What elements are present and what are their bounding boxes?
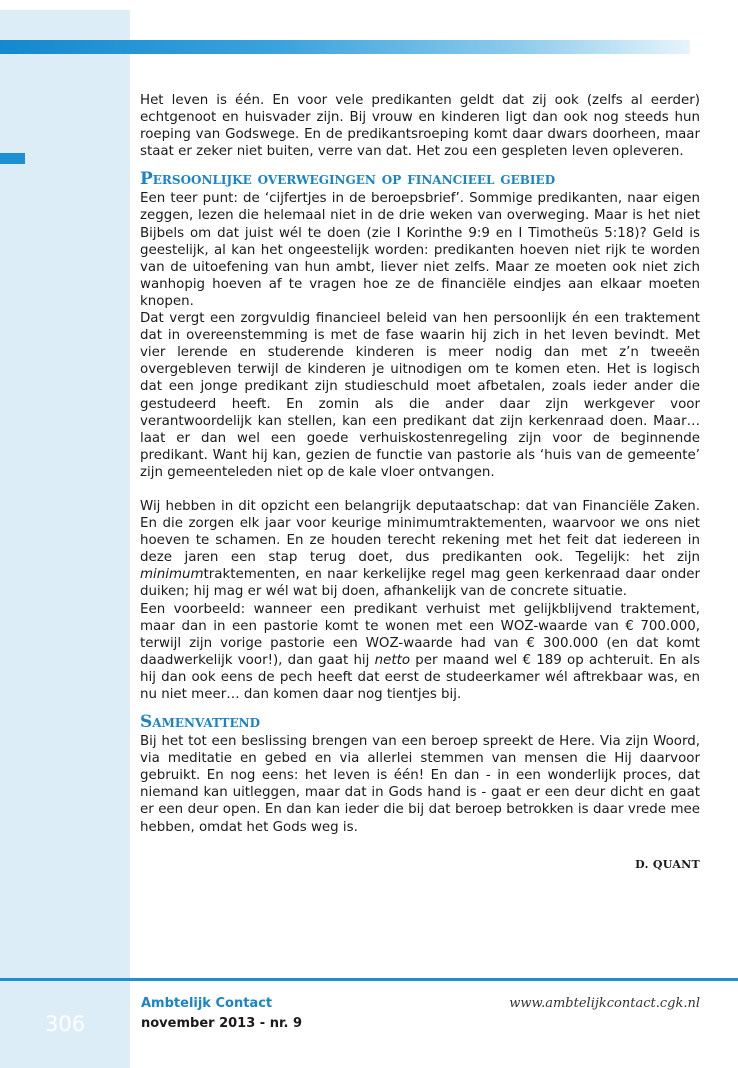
intro-paragraph: Het leven is één. En voor vele predikanten geldt dat zij ook (zelfs al eerder) echtgenoot en huisvader zijn. Bij vrouw en kinderen ligt dan ook nog steeds hun roeping van Godswege. En de predikantsroeping komt daar dwars doorheen, maar staat er zeker niet buiten, verre van dat. Het zou een gespleten leven opleveren.: [140, 93, 700, 160]
text-span: per maand wel € 189 op achteruit. En als hij dan ook eens de pech heeft dat eerst de studeerkamer wél aftrekbaar was, en nu niet meer… dan komen daar nog tientjes bij.: [140, 652, 700, 702]
emphasis: minimum: [140, 567, 204, 583]
article-body: [140, 92, 700, 873]
paragraph: Dat vergt een zorgvuldig financieel beleid van hen persoonlijk én een traktement dat in overeenstemming is met de fase waarin hij zich in het leven bevindt. Met vier lerende en studerende kinderen is meer nodig dan met z’n tweeën overgebleven terwijl de kinderen je uitnodigen om te komen eten. Het is logisch dat een jonge predikant zijn studieschuld moet afbetalen, zoals ieder ander die gestudeerd heeft. En zomin als die ander daar zijn werkgever voor verantwoordelijk kan stellen, kan een predikant dat zijn kerkenraad doen. Maar… laat er dan wel een goede verhuiskostenregeling zijn voor de beginnende predikant. Want hij kan, gezien de functie van pastorie als ‘huis van de gemeente’ zijn gemeenteleden niet op de kale vloer ontvangen.: [140, 311, 700, 480]
text-span: Een voorbeeld: wanneer een predikant verhuist met gelijkblijvend traktement, maar dan in een pastorie komt te wonen met een WOZ-waarde van € 700.000, terwijl zijn vorige pastorie een WOZ-waarde had van € 300.000 (en dat komt daadwerkelijk voor!), dan gaat hij: [140, 601, 700, 668]
magazine-title: Ambtelijk Contact: [141, 996, 273, 1011]
top-gradient-bar: [0, 40, 690, 54]
website-url: www.ambtelijkcontact.cgk.nl: [509, 996, 700, 1011]
text-span: Wij hebben in dit opzicht een belangrijk deputaatschap: dat van Financiële Zaken. En die zorgen elk jaar voor keurige minimumtraktementen, waarvoor we ons niet hoeven te schamen. En ze houden terecht rekening met het feit dat iedereen in deze jaren een stap terug doet, dus predikanten ook. Tegelijk: het zijn: [140, 498, 700, 566]
paragraph: Een teer punt: de ‘cijfertjes in de beroepsbrief’. Sommige predikanten, naar eigen zeggen, lezen die helemaal niet in de drie weken van overweging. Maar is het niet Bijbels om dat juist wél te doen (zie I Korinthe 9:9 en I Timotheüs 5:18)? Geld is geestelijk, al kan het ongeestelijk worden: predikanten hoeven niet rijk te worden van de uitoefening van hun ambt, liever niet zelfs. Maar ze moeten ook niet zich wanhopig hoeven af te vragen hoe ze de financiële eindjes aan elkaar moeten knopen.: [140, 191, 700, 309]
text-span: traktementen, en naar kerkelijke regel mag geen kerkenraad daar onder duiken; hij mag er wél wat bij doen, afhankelijk van de concrete situatie.: [140, 567, 700, 600]
footer-divider: [0, 978, 738, 981]
section-heading-summary: Samenvattend: [140, 712, 260, 733]
issue-label: november 2013 - nr. 9: [141, 1016, 303, 1031]
emphasis: netto: [374, 652, 411, 668]
side-marker: [0, 153, 25, 164]
paragraph: Bij het tot een beslissing brengen van een beroep spreekt de Here. Via zijn Woord, via meditatie en gebed en via allerlei stemmen van mensen die Hij daarvoor gebruikt. En nog eens: het leven is één! En dan - in een wonderlijk proces, dat niemand kan uitleggen, maar dat in Gods hand is - gaat er een deur dicht en gaat er een deur open. En dan kan ieder die bij dat beroep betrokken is daar vrede mee hebben, omdat het Gods weg is.: [140, 734, 700, 835]
paragraph: [140, 601, 700, 704]
section-heading-financial: Persoonlijke overwegingen op financieel gebied: [140, 169, 556, 190]
left-margin-strip: [0, 10, 130, 1068]
paragraph: [140, 498, 700, 601]
page-number: 306: [45, 1012, 86, 1036]
author-signature: D. QUANT: [635, 857, 700, 871]
